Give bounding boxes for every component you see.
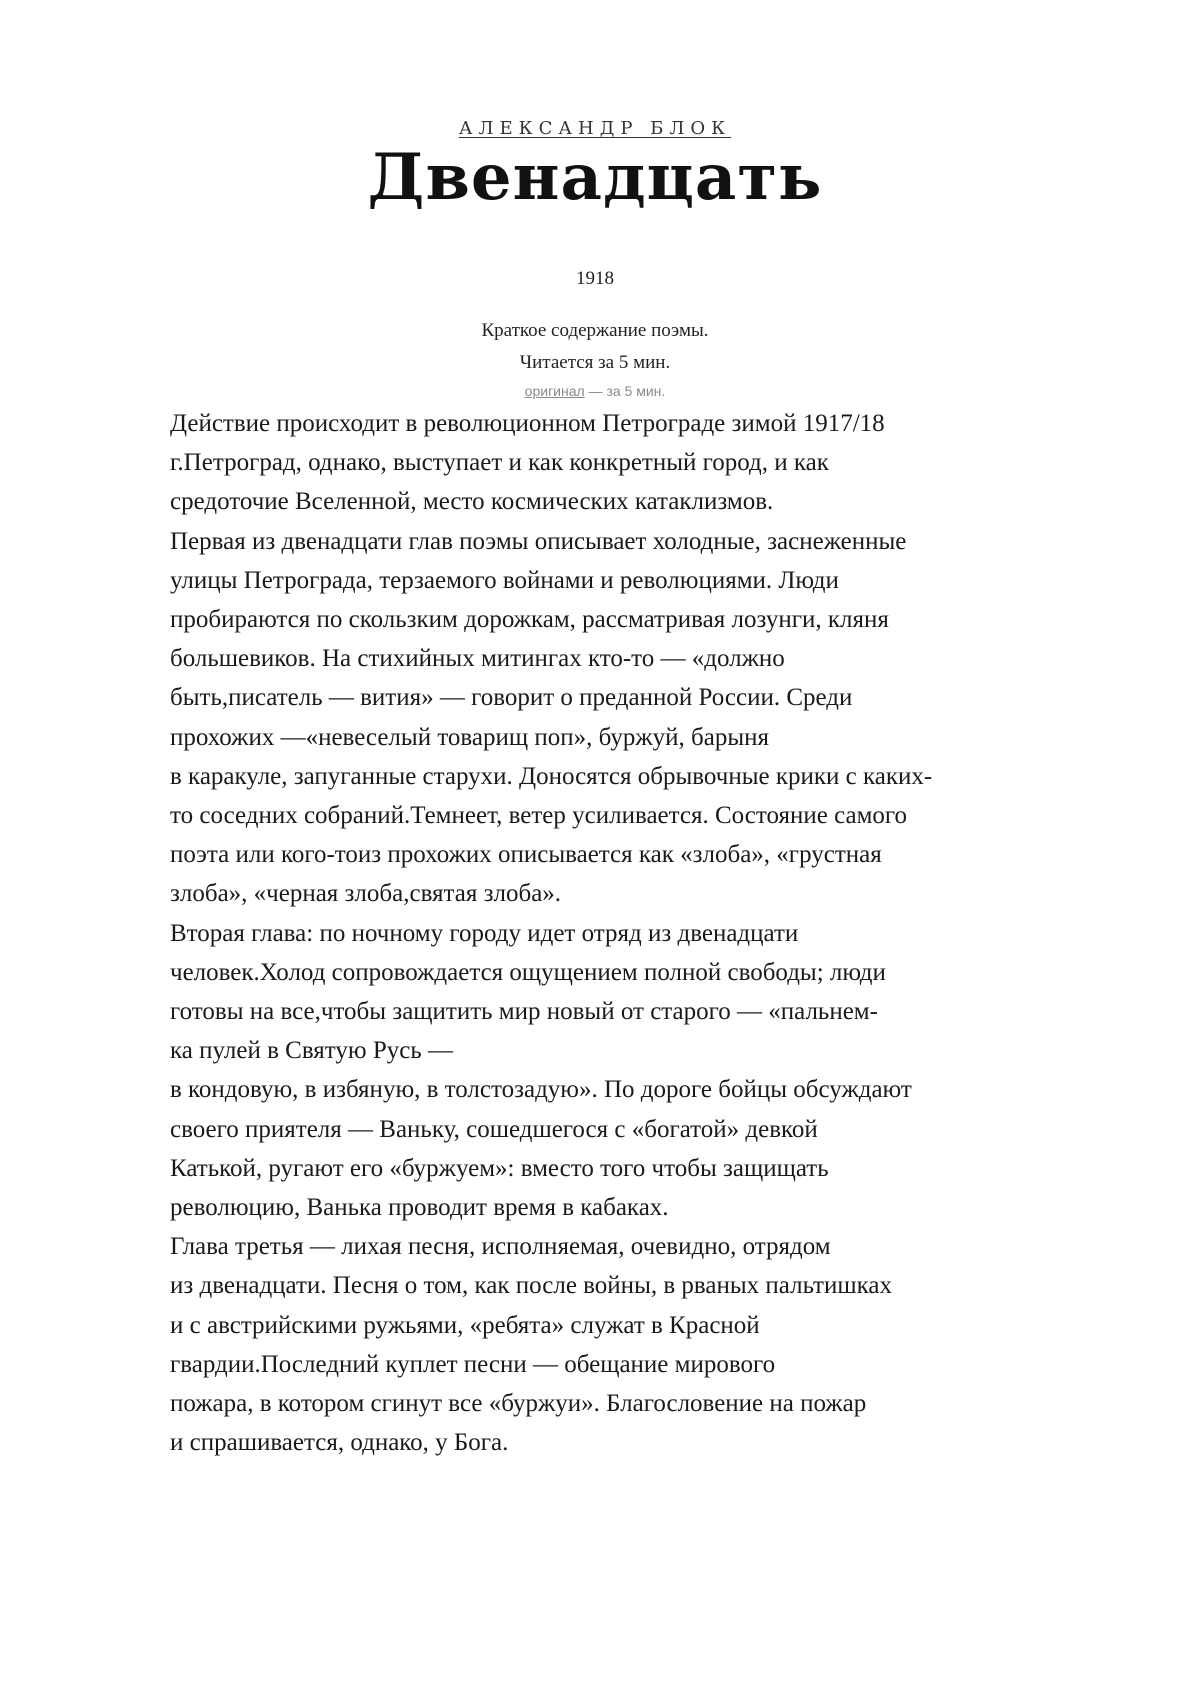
body-line: Вторая глава: по ночному городу идет отряд из двенадцати [170,919,799,947]
body-line: г.Петроград, однако, выступает и как конкретный город, и как [170,449,829,477]
body-line: человек.Холод сопровождается ощущением полной свободы; люди [170,958,886,986]
body-line: своего приятеля — Ваньку, сошедшегося с «богатой» девкой [170,1115,818,1143]
author-name[interactable] [0,118,1190,139]
body-line: то соседних собраний.Темнеет, ветер усиливается. Состояние самого [170,802,908,830]
body-line: в кондовую, в избяную, в толстозадую». По дороге бойцы обсуждают [170,1076,912,1104]
body-line: гвардии.Последний куплет песни — обещание мирового [170,1350,776,1378]
page-title: Двенадцать [367,140,823,215]
body-line: Катькой, ругают его «буржуем»: вместо того чтобы защищать [170,1154,829,1182]
body-line: революцию, Ванька проводит время в кабаках. [170,1194,669,1222]
body-line: пробираются по скользким дорожкам, рассматривая лозунги, кляня [170,606,889,634]
author-link[interactable]: АЛЕКСАНДР БЛОК [458,118,732,139]
body-line: злоба», «черная злоба,святая злоба». [170,880,562,908]
body-line: улицы Петрограда, терзаемого войнами и революциями. Люди [170,566,839,594]
body-line: Глава третья — лихая песня, исполняемая, очевидно, отрядом [170,1233,831,1261]
body-line: и спрашивается, однако, у Бога. [170,1429,509,1457]
body-line: быть,писатель — вития» — говорит о преданной России. Среди [170,684,853,712]
body-line: большевиков. На стихийных митингах кто-то — «должно [170,645,785,673]
summary-label: Краткое содержание поэмы. [481,320,709,341]
body-line: пожара, в котором сгинут все «буржуи». Благословение на пожар [170,1390,867,1418]
summary-body [170,404,1090,1462]
body-line: ка пулей в Святую Русь — [170,1037,453,1065]
original-info [0,383,1190,399]
original-read-time: — за 5 мин. [584,383,666,399]
publication-year: 1918 [576,268,614,289]
body-line: прохожих —«невеселый товарищ поп», буржуй, барыня [170,723,770,751]
body-line: Действие происходит в революционном Петрограде зимой 1917/18 [170,410,885,437]
body-line: поэта или кого-тоиз прохожих описывается как «злоба», «грустная [170,841,882,869]
body-line: Первая из двенадцати глав поэмы описывает холодные, заснеженные [170,527,907,555]
body-line: и с австрийскими ружьями, «ребята» служат в Красной [170,1311,760,1339]
original-link[interactable]: оригинал [524,383,585,399]
body-line: средоточие Вселенной, место космических катаклизмов. [170,488,774,516]
read-time: Читается за 5 мин. [519,352,671,373]
body-line: готовы на все,чтобы защитить мир новый от старого — «пальнем- [170,998,878,1026]
body-line: в каракуле, запуганные старухи. Доносятся обрывочные крики с каких- [170,762,933,790]
body-line: из двенадцати. Песня о том, как после войны, в рваных пальтишках [170,1272,892,1300]
